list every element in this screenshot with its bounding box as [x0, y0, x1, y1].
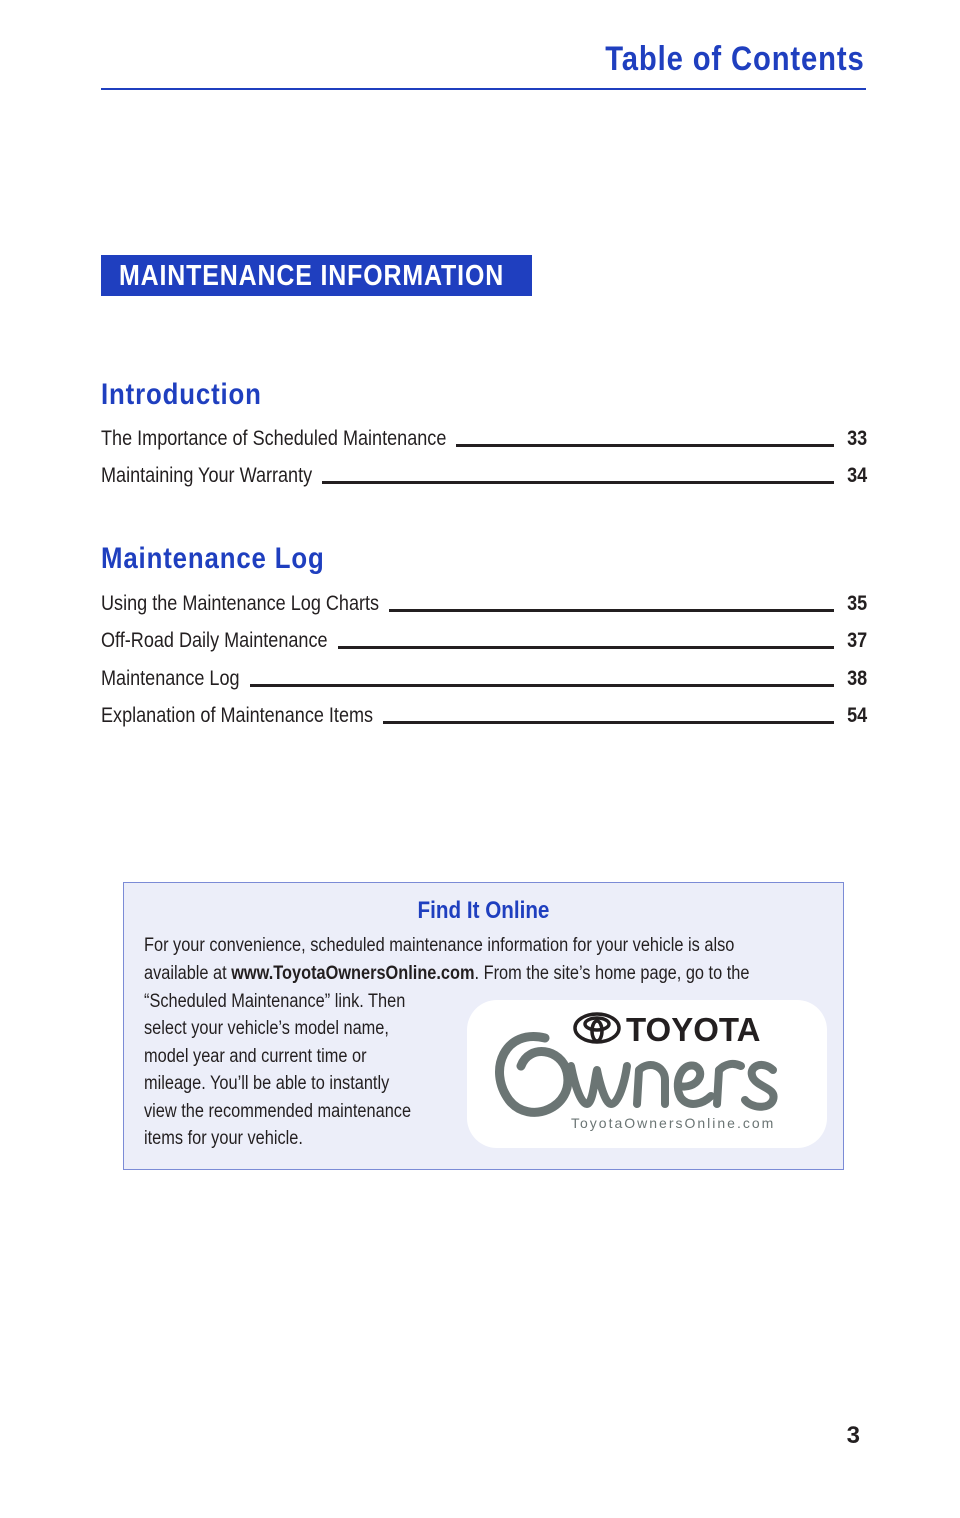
toc-leader-line — [338, 646, 834, 649]
logo-url-text: ToyotaOwnersOnline.com — [571, 1115, 776, 1131]
info-text-fragment: available at — [144, 963, 232, 984]
toc-entry-page: 54 — [847, 704, 868, 727]
info-box-title: Find It Online — [417, 897, 550, 924]
group-heading-introduction: Introduction — [101, 378, 262, 411]
website-link[interactable]: www.ToyotaOwnersOnline.com — [231, 963, 475, 984]
toyota-owners-logo — [467, 1000, 827, 1148]
toc-entry-label: The Importance of Scheduled Maintenance — [101, 427, 447, 450]
toc-entry-page: 38 — [847, 667, 868, 690]
toc-entry[interactable] — [101, 702, 866, 728]
toc-entry-label: Off-Road Daily Maintenance — [101, 629, 328, 652]
toc-entry-page: 34 — [847, 464, 868, 487]
toyota-owners-logo-graphic — [467, 1000, 827, 1148]
toc-leader-line — [322, 481, 834, 484]
info-text-line: view the recommended maintenance — [144, 1101, 412, 1122]
toc-entry[interactable] — [101, 665, 866, 691]
toc-entry[interactable] — [101, 462, 866, 488]
section-banner — [101, 255, 532, 296]
toyota-emblem-icon — [575, 1014, 619, 1042]
toc-entry-page: 35 — [847, 592, 868, 615]
toc-leader-line — [250, 684, 834, 687]
info-text-line: “Scheduled Maintenance” link. Then — [144, 991, 406, 1012]
toc-entry[interactable] — [101, 627, 866, 653]
toc-entry-label: Using the Maintenance Log Charts — [101, 592, 380, 615]
info-text-line: items for your vehicle. — [144, 1128, 303, 1149]
toc-entry[interactable] — [101, 425, 866, 451]
info-text-line: select your vehicle’s model name, — [144, 1018, 389, 1039]
page-title: Table of Contents — [605, 40, 865, 78]
toyota-wordmark: TOYOTA — [626, 1011, 761, 1048]
toc-entry-label: Explanation of Maintenance Items — [101, 704, 374, 727]
info-text-line: mileage. You’ll be able to instantly — [144, 1073, 390, 1094]
toc-entry[interactable] — [101, 590, 866, 616]
toc-leader-line — [456, 444, 834, 447]
toc-entry-page: 33 — [847, 427, 868, 450]
toc-entry-label: Maintaining Your Warranty — [101, 464, 313, 487]
info-text-line — [144, 963, 749, 985]
info-text-fragment: . From the site’s home page, go to the — [474, 963, 750, 984]
section-banner-label: MAINTENANCE INFORMATION — [119, 260, 505, 292]
toc-leader-line — [383, 721, 834, 724]
toc-entry-page: 37 — [847, 629, 868, 652]
toc-entry-label: Maintenance Log — [101, 667, 240, 690]
group-heading-maintenance-log: Maintenance Log — [101, 542, 325, 575]
header-rule — [101, 88, 866, 90]
find-it-online-box — [123, 882, 844, 1170]
info-text-line: model year and current time or — [144, 1046, 367, 1067]
info-text-line: For your convenience, scheduled maintenance information for your vehicle is also — [144, 935, 735, 956]
toc-leader-line — [389, 609, 834, 612]
page-number: 3 — [846, 1422, 860, 1449]
